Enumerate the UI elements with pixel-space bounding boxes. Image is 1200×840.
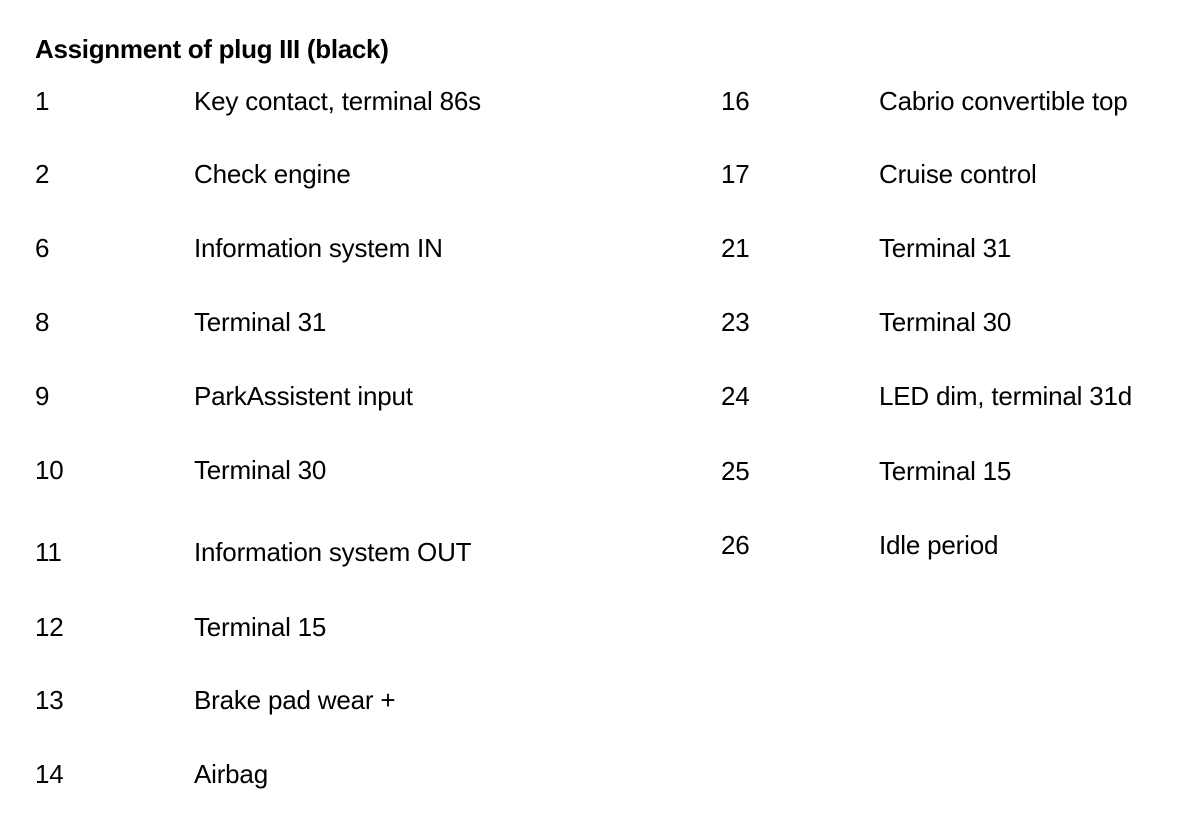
- pin-number: 16: [721, 86, 750, 116]
- pin-number: 13: [35, 685, 64, 715]
- pin-number: 8: [35, 307, 50, 337]
- page-title: Assignment of plug III (black): [35, 34, 389, 64]
- pin-number: 24: [721, 381, 750, 411]
- pin-description: Terminal 30: [879, 307, 1012, 337]
- pin-number: 14: [35, 759, 64, 789]
- pin-description: ParkAssistent input: [194, 381, 413, 411]
- pin-description: Information system IN: [194, 233, 443, 263]
- pin-number: 10: [35, 455, 64, 485]
- pin-number: 25: [721, 456, 750, 486]
- pin-description: LED dim, terminal 31d: [879, 381, 1133, 411]
- pin-number: 11: [35, 537, 62, 567]
- pin-description: Cruise control: [879, 159, 1037, 189]
- pin-description: Idle period: [879, 530, 999, 560]
- pin-number: 2: [35, 159, 50, 189]
- pin-description: Airbag: [194, 759, 268, 789]
- pin-number: 6: [35, 233, 50, 263]
- pin-description: Terminal 15: [194, 612, 327, 642]
- pin-description: Key contact, terminal 86s: [194, 86, 481, 116]
- pin-description: Terminal 30: [194, 455, 327, 485]
- pin-description: Brake pad wear +: [194, 685, 396, 715]
- pin-description: Terminal 31: [194, 307, 327, 337]
- pin-number: 1: [35, 86, 50, 116]
- pin-number: 9: [35, 381, 50, 411]
- pin-number: 23: [721, 307, 750, 337]
- pin-description: Terminal 31: [879, 233, 1012, 263]
- pin-description: Check engine: [194, 159, 351, 189]
- pin-description: Cabrio convertible top: [879, 86, 1128, 116]
- pin-number: 12: [35, 612, 64, 642]
- pin-number: 21: [721, 233, 750, 263]
- pin-description: Terminal 15: [879, 456, 1012, 486]
- pin-number: 17: [721, 159, 750, 189]
- pin-number: 26: [721, 530, 750, 560]
- pin-description: Information system OUT: [194, 537, 472, 567]
